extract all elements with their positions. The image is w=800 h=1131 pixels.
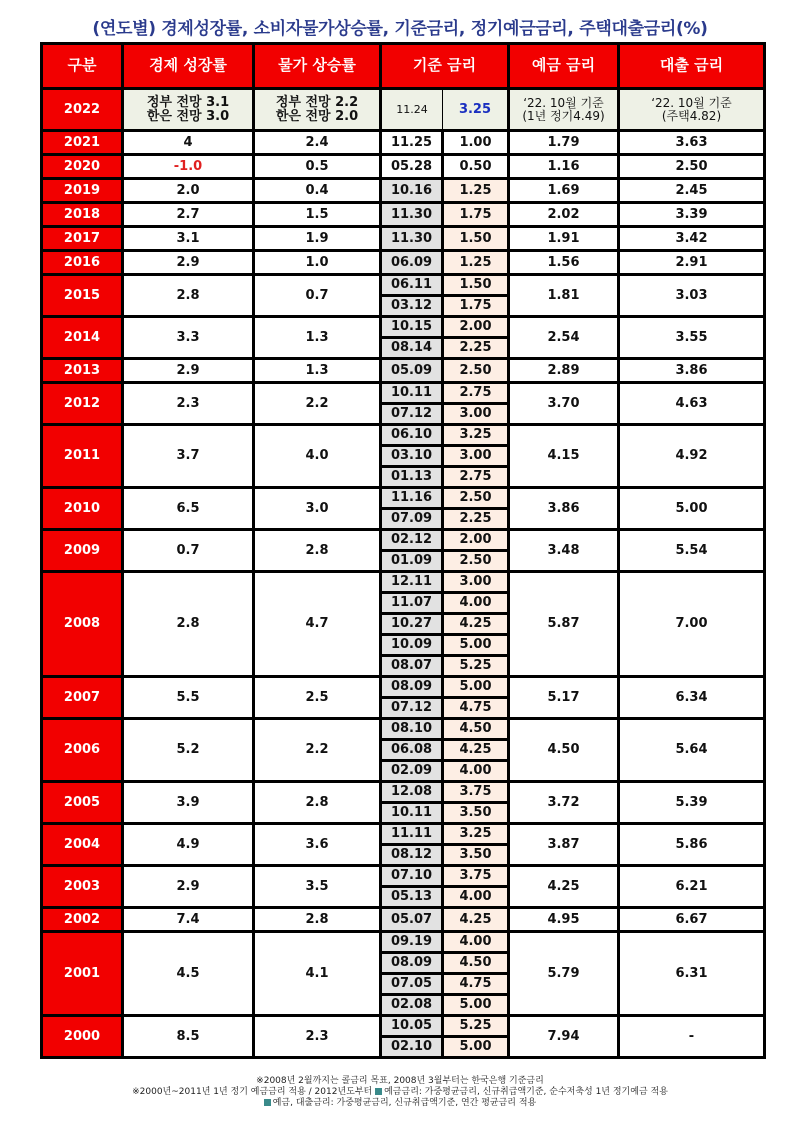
- table-row: [42, 425, 765, 446]
- base-rate-value-cell: 2.50: [443, 359, 509, 383]
- inflation-cell: 3.6: [254, 824, 381, 866]
- base-rate-value-cell: 4.75: [443, 974, 509, 995]
- base-rate-value-cell: 3.75: [443, 782, 509, 803]
- deposit-rate-cell: 5.87: [509, 572, 619, 677]
- growth-cell: 8.5: [123, 1016, 254, 1058]
- base-rate-date-cell: 10.27: [381, 614, 443, 635]
- base-rate-date-cell: 11.07: [381, 593, 443, 614]
- base-rate-value-cell: 3.25: [443, 425, 509, 446]
- base-rate-date-cell: 02.08: [381, 995, 443, 1016]
- inflation-cell: 4.0: [254, 425, 381, 488]
- loan-rate-cell: 5.39: [619, 782, 765, 824]
- growth-cell: 2.9: [123, 251, 254, 275]
- base-rate-date-cell: 07.12: [381, 698, 443, 719]
- base-rate-value-cell: 4.25: [443, 740, 509, 761]
- year-cell: 2016: [42, 251, 123, 275]
- base-rate-value-cell: 5.25: [443, 656, 509, 677]
- growth-cell: 2.0: [123, 179, 254, 203]
- base-rate-date-cell: 03.12: [381, 296, 443, 317]
- base-rate-value-cell: 5.00: [443, 635, 509, 656]
- growth-cell: 2.8: [123, 572, 254, 677]
- loan-rate-cell: 5.86: [619, 824, 765, 866]
- inflation-cell: 4.7: [254, 572, 381, 677]
- loan-rate-cell: 2.50: [619, 155, 765, 179]
- loan-rate-cell: -: [619, 1016, 765, 1058]
- year-cell: 2009: [42, 530, 123, 572]
- loan-rate-cell: 6.31: [619, 932, 765, 1016]
- table-row: [42, 719, 765, 740]
- year-cell: 2007: [42, 677, 123, 719]
- table-row: [42, 251, 765, 275]
- growth-cell: 2.8: [123, 275, 254, 317]
- base-rate-value-cell: 4.25: [443, 614, 509, 635]
- base-rate-value-cell: 5.25: [443, 1016, 509, 1037]
- table-row: [42, 317, 765, 338]
- deposit-rate-cell: 4.95: [509, 908, 619, 932]
- loan-note-2: (주택4.82): [661, 108, 722, 123]
- table-row: [42, 530, 765, 551]
- header-base-rate: 기준 금리: [381, 44, 509, 89]
- table-row: [42, 203, 765, 227]
- deposit-rate-cell: 3.48: [509, 530, 619, 572]
- base-rate-value-cell: 3.25: [443, 824, 509, 845]
- base-rate-date-cell: 06.09: [381, 251, 443, 275]
- base-rate-date-cell: 01.09: [381, 551, 443, 572]
- base-rate-value-cell: 4.00: [443, 593, 509, 614]
- deposit-rate-cell: 4.50: [509, 719, 619, 782]
- deposit-rate-cell: 2.54: [509, 317, 619, 359]
- table-row: [42, 1016, 765, 1037]
- base-rate-value-cell: 4.00: [443, 761, 509, 782]
- year-cell: 2020: [42, 155, 123, 179]
- base-rate-date-cell: 06.11: [381, 275, 443, 296]
- table-row-2022: [42, 89, 765, 131]
- base-rate-date-cell: 08.12: [381, 845, 443, 866]
- growth-cell: -1.0: [123, 155, 254, 179]
- base-rate-value-cell: 3.75: [443, 866, 509, 887]
- base-rate-value-cell: 3.50: [443, 803, 509, 824]
- footnote-3: [0, 1098, 800, 1109]
- base-rate-value-cell: 5.00: [443, 1037, 509, 1058]
- header-inflation: 물가 상승률: [254, 44, 381, 89]
- base-date-cell: 11.24: [381, 89, 443, 131]
- growth-cell: 7.4: [123, 908, 254, 932]
- table-row: [42, 572, 765, 593]
- growth-cell: [123, 89, 254, 131]
- growth-cell: 2.7: [123, 203, 254, 227]
- inflation-cell: 1.9: [254, 227, 381, 251]
- base-rate-date-cell: 11.25: [381, 131, 443, 155]
- footnote-3-text: 예금, 대출금리: 가중평균금리, 신규취급액기준, 연간 평균금리 적용: [272, 1098, 537, 1108]
- table-row: [42, 383, 765, 404]
- year-cell: 2010: [42, 488, 123, 530]
- base-rate-date-cell: 06.08: [381, 740, 443, 761]
- loan-rate-cell: 3.55: [619, 317, 765, 359]
- header-deposit-rate: 예금 금리: [509, 44, 619, 89]
- year-cell: 2012: [42, 383, 123, 425]
- base-rate-value-cell: 2.75: [443, 383, 509, 404]
- base-rate-value-cell: 4.25: [443, 908, 509, 932]
- inflation-cell: 0.5: [254, 155, 381, 179]
- base-rate-value-cell: 2.00: [443, 317, 509, 338]
- year-cell: 2002: [42, 908, 123, 932]
- base-rate-date-cell: 08.09: [381, 677, 443, 698]
- base-rate-date-cell: 08.09: [381, 953, 443, 974]
- growth-forecast-gov: 정부 전망 3.1: [146, 94, 230, 110]
- table-row: [42, 932, 765, 953]
- base-rate-date-cell: 12.11: [381, 572, 443, 593]
- year-cell: 2005: [42, 782, 123, 824]
- base-rate-value-cell: 4.50: [443, 953, 509, 974]
- deposit-rate-cell: 3.72: [509, 782, 619, 824]
- inflation-cell: 1.3: [254, 317, 381, 359]
- base-rate-value-cell: 3.00: [443, 572, 509, 593]
- table-row: [42, 824, 765, 845]
- loan-rate-cell: 4.63: [619, 383, 765, 425]
- year-cell: 2001: [42, 932, 123, 1016]
- base-rate-value-cell: 3.00: [443, 404, 509, 425]
- base-rate-value-cell: 5.00: [443, 677, 509, 698]
- deposit-note-1: ‘22. 10월 기준: [523, 95, 604, 110]
- inflation-cell: 2.3: [254, 1016, 381, 1058]
- table-row: [42, 227, 765, 251]
- base-rate-value-cell: 4.50: [443, 719, 509, 740]
- base-rate-date-cell: 06.10: [381, 425, 443, 446]
- loan-rate-cell: 6.21: [619, 866, 765, 908]
- base-rate-date-cell: 05.09: [381, 359, 443, 383]
- inflation-cell: 2.2: [254, 719, 381, 782]
- loan-rate-cell: 6.67: [619, 908, 765, 932]
- table-row: [42, 131, 765, 155]
- base-rate-value-cell: 1.00: [443, 131, 509, 155]
- table-row: [42, 155, 765, 179]
- inflation-cell: 2.8: [254, 530, 381, 572]
- deposit-rate-cell: 2.02: [509, 203, 619, 227]
- base-rate-value-cell: 2.50: [443, 488, 509, 509]
- deposit-rate-cell: 1.81: [509, 275, 619, 317]
- base-rate-value-cell: 1.75: [443, 203, 509, 227]
- loan-rate-cell: 3.42: [619, 227, 765, 251]
- year-cell: 2011: [42, 425, 123, 488]
- growth-cell: 4: [123, 131, 254, 155]
- loan-rate-cell: 2.91: [619, 251, 765, 275]
- base-rate-value-cell: 3.00: [443, 446, 509, 467]
- base-rate-cell: 3.25: [443, 89, 509, 131]
- deposit-rate-cell: 7.94: [509, 1016, 619, 1058]
- base-rate-date-cell: 02.10: [381, 1037, 443, 1058]
- page-title: (연도별) 경제성장률, 소비자물가상승률, 기준금리, 정기예금금리, 주택대출금리(%): [92, 19, 708, 39]
- base-rate-date-cell: 10.16: [381, 179, 443, 203]
- base-rate-date-cell: 07.12: [381, 404, 443, 425]
- base-rate-date-cell: 12.08: [381, 782, 443, 803]
- base-rate-date-cell: 11.11: [381, 824, 443, 845]
- base-rate-date-cell: 10.05: [381, 1016, 443, 1037]
- base-rate-value-cell: 4.75: [443, 698, 509, 719]
- base-rate-date-cell: 05.28: [381, 155, 443, 179]
- inflation-cell: 1.5: [254, 203, 381, 227]
- growth-cell: 5.5: [123, 677, 254, 719]
- deposit-rate-cell: 1.79: [509, 131, 619, 155]
- inflation-cell: 4.1: [254, 932, 381, 1016]
- table-row: [42, 275, 765, 296]
- year-cell: 2013: [42, 359, 123, 383]
- growth-cell: 2.9: [123, 866, 254, 908]
- base-rate-value-cell: 1.50: [443, 227, 509, 251]
- inflation-forecast-gov: 정부 전망 2.2: [275, 94, 359, 110]
- base-rate-date-cell: 01.13: [381, 467, 443, 488]
- inflation-cell: 3.5: [254, 866, 381, 908]
- year-cell: 2014: [42, 317, 123, 359]
- base-rate-value-cell: 2.25: [443, 338, 509, 359]
- deposit-rate-cell: 2.89: [509, 359, 619, 383]
- loan-rate-cell: 4.92: [619, 425, 765, 488]
- deposit-rate-cell: 5.79: [509, 932, 619, 1016]
- growth-cell: 4.5: [123, 932, 254, 1016]
- table-row: [42, 677, 765, 698]
- deposit-rate-cell: 4.25: [509, 866, 619, 908]
- loan-rate-cell: 3.86: [619, 359, 765, 383]
- inflation-cell: 3.0: [254, 488, 381, 530]
- inflation-cell: 2.5: [254, 677, 381, 719]
- footnote-2-text: ※2000년~2011년 1년 정기 예금금리 적용 / 2012년도부터: [132, 1087, 376, 1097]
- deposit-rate-cell: 1.16: [509, 155, 619, 179]
- loan-rate-cell: 7.00: [619, 572, 765, 677]
- year-cell: 2004: [42, 824, 123, 866]
- loan-rate-cell: 6.34: [619, 677, 765, 719]
- loan-cell: [619, 89, 765, 131]
- base-rate-date-cell: 02.12: [381, 530, 443, 551]
- base-rate-date-cell: 10.11: [381, 383, 443, 404]
- growth-cell: 3.1: [123, 227, 254, 251]
- inflation-cell: 1.0: [254, 251, 381, 275]
- growth-forecast-bok: 한은 전망 3.0: [146, 108, 230, 124]
- base-rate-date-cell: 07.09: [381, 509, 443, 530]
- inflation-cell: 2.8: [254, 908, 381, 932]
- square-bullet-icon: [264, 1099, 271, 1106]
- deposit-rate-cell: 3.87: [509, 824, 619, 866]
- loan-rate-cell: 3.39: [619, 203, 765, 227]
- inflation-cell: 1.3: [254, 359, 381, 383]
- base-rate-value-cell: 1.25: [443, 179, 509, 203]
- inflation-cell: 2.8: [254, 782, 381, 824]
- base-rate-date-cell: 08.10: [381, 719, 443, 740]
- base-rate-value-cell: 2.25: [443, 509, 509, 530]
- loan-rate-cell: 5.00: [619, 488, 765, 530]
- base-rate-date-cell: 11.30: [381, 203, 443, 227]
- base-rate-date-cell: 11.30: [381, 227, 443, 251]
- loan-note-1: ‘22. 10월 기준: [651, 95, 732, 110]
- base-rate-date-cell: 08.07: [381, 656, 443, 677]
- table-row: [42, 866, 765, 887]
- base-rate-date-cell: 05.13: [381, 887, 443, 908]
- inflation-cell: 0.4: [254, 179, 381, 203]
- base-rate-value-cell: 1.75: [443, 296, 509, 317]
- year-cell: 2015: [42, 275, 123, 317]
- base-rate-value-cell: 1.50: [443, 275, 509, 296]
- base-rate-value-cell: 2.00: [443, 530, 509, 551]
- growth-cell: 6.5: [123, 488, 254, 530]
- header-category: 구분: [42, 44, 123, 89]
- deposit-rate-cell: 1.56: [509, 251, 619, 275]
- footnotes: [0, 1076, 800, 1109]
- growth-cell: 5.2: [123, 719, 254, 782]
- table-row: [42, 359, 765, 383]
- loan-rate-cell: 5.54: [619, 530, 765, 572]
- year-cell: 2003: [42, 866, 123, 908]
- base-rate-value-cell: 2.50: [443, 551, 509, 572]
- growth-cell: 3.3: [123, 317, 254, 359]
- loan-rate-cell: 5.64: [619, 719, 765, 782]
- base-rate-date-cell: 07.05: [381, 974, 443, 995]
- inflation-cell: 0.7: [254, 275, 381, 317]
- growth-cell: 2.3: [123, 383, 254, 425]
- inflation-cell: 2.4: [254, 131, 381, 155]
- square-bullet-icon: [375, 1088, 382, 1095]
- base-rate-value-cell: 0.50: [443, 155, 509, 179]
- base-rate-value-cell: 1.25: [443, 251, 509, 275]
- deposit-cell: [509, 89, 619, 131]
- base-rate-value-cell: 3.50: [443, 845, 509, 866]
- deposit-rate-cell: 5.17: [509, 677, 619, 719]
- rates-table: [40, 42, 766, 1059]
- footnote-1: ※2008년 2월까지는 콜금리 목표, 2008년 3월부터는 한국은행 기준금리: [256, 1076, 544, 1086]
- inflation-cell: 2.2: [254, 383, 381, 425]
- year-cell: 2019: [42, 179, 123, 203]
- growth-cell: 3.9: [123, 782, 254, 824]
- footnote-2: [0, 1087, 800, 1098]
- loan-rate-cell: 3.63: [619, 131, 765, 155]
- year-cell: 2006: [42, 719, 123, 782]
- growth-cell: 4.9: [123, 824, 254, 866]
- year-cell: 2018: [42, 203, 123, 227]
- loan-rate-cell: 2.45: [619, 179, 765, 203]
- table-row: [42, 908, 765, 932]
- header-growth: 경제 성장률: [123, 44, 254, 89]
- growth-cell: 3.7: [123, 425, 254, 488]
- year-cell: 2017: [42, 227, 123, 251]
- base-rate-date-cell: 10.11: [381, 803, 443, 824]
- deposit-rate-cell: 3.70: [509, 383, 619, 425]
- table-row: [42, 488, 765, 509]
- year-cell: 2008: [42, 572, 123, 677]
- base-rate-value-cell: 4.00: [443, 887, 509, 908]
- deposit-rate-cell: 3.86: [509, 488, 619, 530]
- base-rate-date-cell: 03.10: [381, 446, 443, 467]
- year-cell: 2022: [42, 89, 123, 131]
- footnote-2-detail: 예금금리: 가중평균금리, 신규취급액기준, 순수저축성 1년 정기예금 적용: [384, 1087, 668, 1097]
- header-loan-rate: 대출 금리: [619, 44, 765, 89]
- table-row: [42, 179, 765, 203]
- deposit-note-2: (1년 정기4.49): [522, 108, 605, 123]
- base-rate-date-cell: 11.16: [381, 488, 443, 509]
- loan-rate-cell: 3.03: [619, 275, 765, 317]
- deposit-rate-cell: 4.15: [509, 425, 619, 488]
- base-rate-date-cell: 02.09: [381, 761, 443, 782]
- base-rate-date-cell: 07.10: [381, 866, 443, 887]
- growth-cell: 2.9: [123, 359, 254, 383]
- deposit-rate-cell: 1.69: [509, 179, 619, 203]
- base-rate-date-cell: 09.19: [381, 932, 443, 953]
- inflation-cell: [254, 89, 381, 131]
- inflation-forecast-bok: 한은 전망 2.0: [275, 108, 359, 124]
- header-row: [42, 44, 765, 89]
- year-cell: 2021: [42, 131, 123, 155]
- table-row: [42, 782, 765, 803]
- base-rate-date-cell: 10.09: [381, 635, 443, 656]
- year-cell: 2000: [42, 1016, 123, 1058]
- base-rate-value-cell: 5.00: [443, 995, 509, 1016]
- base-rate-date-cell: 05.07: [381, 908, 443, 932]
- base-rate-value-cell: 4.00: [443, 932, 509, 953]
- growth-cell: 0.7: [123, 530, 254, 572]
- base-rate-date-cell: 08.14: [381, 338, 443, 359]
- base-rate-date-cell: 10.15: [381, 317, 443, 338]
- deposit-rate-cell: 1.91: [509, 227, 619, 251]
- base-rate-value-cell: 2.75: [443, 467, 509, 488]
